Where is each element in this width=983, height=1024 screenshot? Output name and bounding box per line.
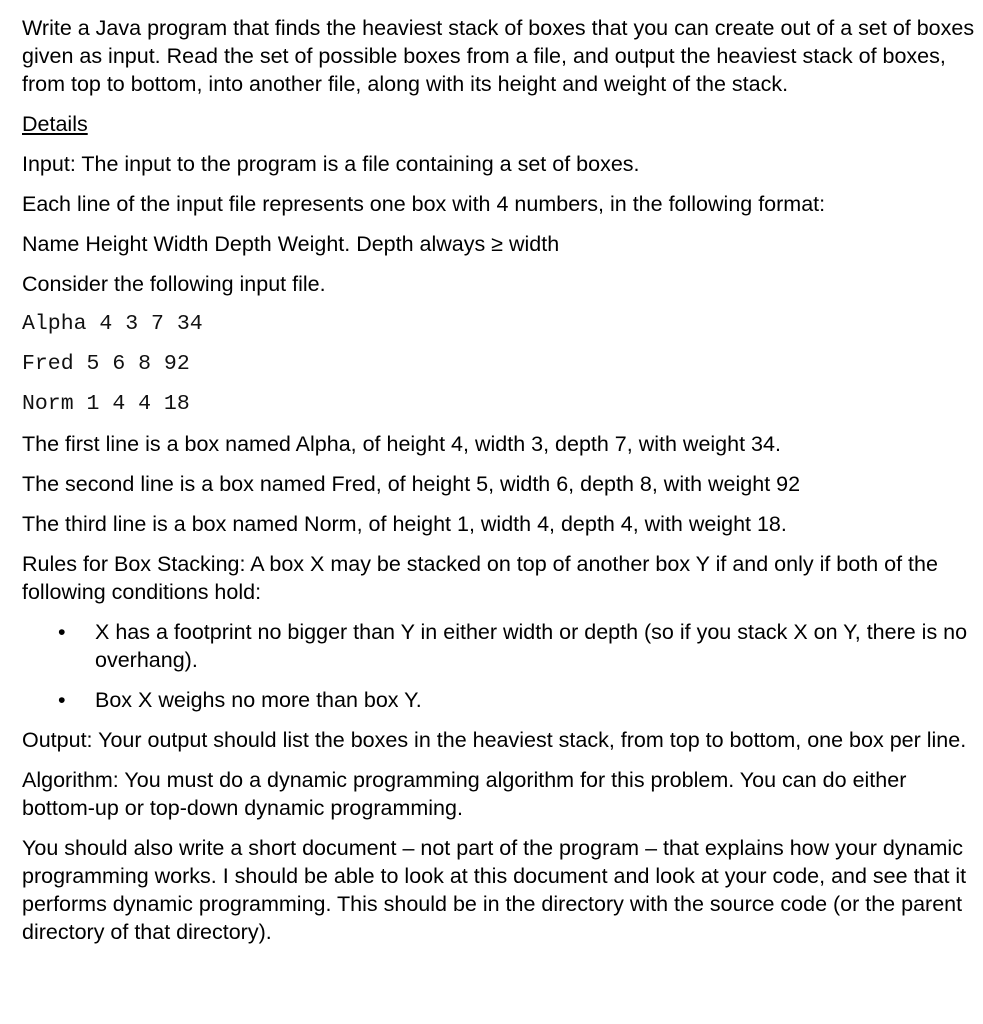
each-line-paragraph: Each line of the input file represents one box with 4 numbers, in the following format:: [22, 192, 826, 216]
third-line-paragraph: The third line is a box named Norm, of height 1, width 4, depth 4, with weight 18.: [22, 512, 787, 536]
code-line-fred: Fred 5 6 8 92: [22, 352, 190, 376]
rules-list-item-text: Box X weighs no more than box Y.: [95, 688, 422, 712]
rules-list-item: [22, 686, 977, 714]
intro-paragraph: Write a Java program that finds the heaviest stack of boxes that you can create out of a set of boxes given as input. Read the set of possible boxes from a file, and output the heaviest stack of boxes, from top to bottom, into another file, along with its height and weight of the stack.: [22, 16, 975, 96]
rules-list: [22, 618, 977, 714]
details-heading: Details: [22, 112, 88, 136]
bullet-icon: •: [58, 620, 66, 644]
consider-paragraph: Consider the following input file.: [22, 272, 326, 296]
rules-list-item: [22, 618, 977, 674]
format-paragraph: Name Height Width Depth Weight. Depth always ≥ width: [22, 232, 560, 256]
code-line-norm: Norm 1 4 4 18: [22, 392, 190, 416]
input-paragraph: Input: The input to the program is a file containing a set of boxes.: [22, 152, 640, 176]
rules-list-item-text: X has a footprint no bigger than Y in either width or depth (so if you stack X on Y, there is no overhang).: [95, 620, 968, 672]
document-page: [22, 14, 977, 958]
algorithm-paragraph: Algorithm: You must do a dynamic programming algorithm for this problem. You can do either bottom-up or top-down dynamic programming.: [22, 768, 907, 820]
code-line-alpha: Alpha 4 3 7 34: [22, 312, 203, 336]
bullet-icon: •: [58, 688, 66, 712]
rules-paragraph: Rules for Box Stacking: A box X may be stacked on top of another box Y if and only if both of the following conditions hold:: [22, 552, 938, 604]
output-paragraph: Output: Your output should list the boxes in the heaviest stack, from top to bottom, one box per line.: [22, 728, 967, 752]
document-paragraph: You should also write a short document – not part of the program – that explains how your dynamic programming works. I should be able to look at this document and look at your code, and see that it performs dynamic programming. This should be in the directory with the source code (or the parent directory of that directory).: [22, 836, 967, 944]
second-line-paragraph: The second line is a box named Fred, of height 5, width 6, depth 8, with weight 92: [22, 472, 801, 496]
first-line-paragraph: The first line is a box named Alpha, of height 4, width 3, depth 7, with weight 34.: [22, 432, 781, 456]
